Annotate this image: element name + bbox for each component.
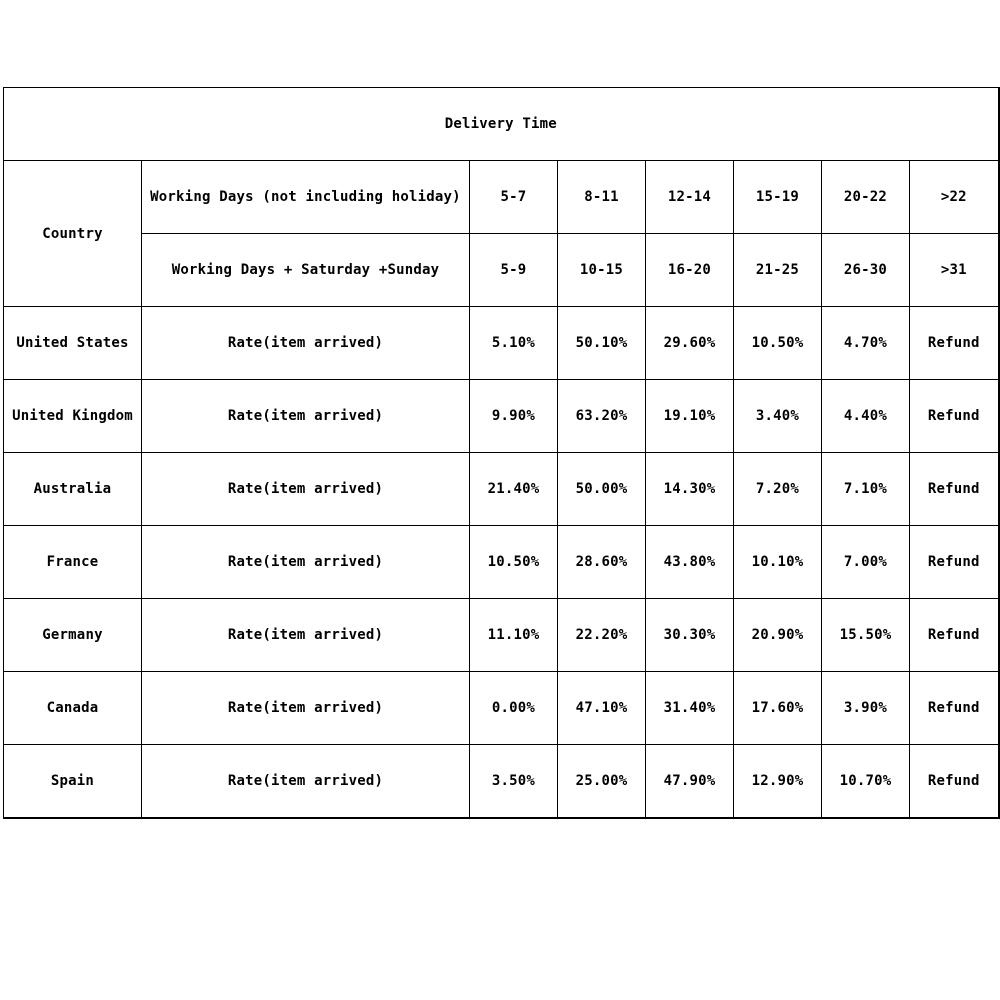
rate-cell: 50.10% [558,307,646,380]
delivery-time-table [3,87,1000,819]
refund-cell: Refund [910,745,999,819]
rate-cell: 3.50% [470,745,558,819]
metric-cell: Rate(item arrived) [142,453,470,526]
rate-cell: 10.70% [822,745,910,819]
table-row [4,599,999,672]
rate-cell: 12.90% [734,745,822,819]
rate-cell: 9.90% [470,380,558,453]
country-cell: Canada [4,672,142,745]
range-cell: 20-22 [822,161,910,234]
metric-cell: Rate(item arrived) [142,745,470,819]
range-cell: >31 [910,234,999,307]
rate-cell: 31.40% [646,672,734,745]
country-header: Country [4,161,142,307]
country-cell: Germany [4,599,142,672]
rate-cell: 14.30% [646,453,734,526]
refund-cell: Refund [910,453,999,526]
rate-cell: 10.50% [734,307,822,380]
header-row-working-days [4,161,999,234]
table-row [4,526,999,599]
rate-cell: 28.60% [558,526,646,599]
rate-cell: 30.30% [646,599,734,672]
rate-cell: 19.10% [646,380,734,453]
rate-cell: 11.10% [470,599,558,672]
metric-cell: Rate(item arrived) [142,672,470,745]
country-cell: United States [4,307,142,380]
header-row-calendar-days [4,234,999,307]
refund-cell: Refund [910,526,999,599]
rate-cell: 20.90% [734,599,822,672]
range-cell: 8-11 [558,161,646,234]
rate-cell: 63.20% [558,380,646,453]
rate-cell: 21.40% [470,453,558,526]
country-cell: France [4,526,142,599]
rate-cell: 7.10% [822,453,910,526]
table-title: Delivery Time [4,88,999,161]
table-row [4,745,999,819]
metric-cell: Rate(item arrived) [142,526,470,599]
rate-cell: 5.10% [470,307,558,380]
range-cell: 16-20 [646,234,734,307]
rate-cell: 3.40% [734,380,822,453]
rate-cell: 29.60% [646,307,734,380]
rate-cell: 50.00% [558,453,646,526]
header-label-calendar-days: Working Days + Saturday +Sunday [142,234,470,307]
rate-cell: 22.20% [558,599,646,672]
range-cell: 5-9 [470,234,558,307]
table-row [4,380,999,453]
rate-cell: 10.50% [470,526,558,599]
refund-cell: Refund [910,307,999,380]
range-cell: 5-7 [470,161,558,234]
table-row [4,307,999,380]
range-cell: 10-15 [558,234,646,307]
header-label-working-days: Working Days (not including holiday) [142,161,470,234]
country-cell: United Kingdom [4,380,142,453]
rate-cell: 4.70% [822,307,910,380]
metric-cell: Rate(item arrived) [142,380,470,453]
rate-cell: 47.10% [558,672,646,745]
rate-cell: 3.90% [822,672,910,745]
range-cell: 21-25 [734,234,822,307]
rate-cell: 10.10% [734,526,822,599]
table-row [4,672,999,745]
metric-cell: Rate(item arrived) [142,599,470,672]
refund-cell: Refund [910,672,999,745]
title-row [4,88,999,161]
rate-cell: 7.00% [822,526,910,599]
rate-cell: 15.50% [822,599,910,672]
range-cell: 15-19 [734,161,822,234]
rate-cell: 4.40% [822,380,910,453]
rate-cell: 47.90% [646,745,734,819]
range-cell: >22 [910,161,999,234]
rate-cell: 25.00% [558,745,646,819]
rate-cell: 43.80% [646,526,734,599]
refund-cell: Refund [910,599,999,672]
rate-cell: 7.20% [734,453,822,526]
refund-cell: Refund [910,380,999,453]
rate-cell: 0.00% [470,672,558,745]
country-cell: Spain [4,745,142,819]
country-cell: Australia [4,453,142,526]
range-cell: 26-30 [822,234,910,307]
table-row [4,453,999,526]
range-cell: 12-14 [646,161,734,234]
metric-cell: Rate(item arrived) [142,307,470,380]
rate-cell: 17.60% [734,672,822,745]
